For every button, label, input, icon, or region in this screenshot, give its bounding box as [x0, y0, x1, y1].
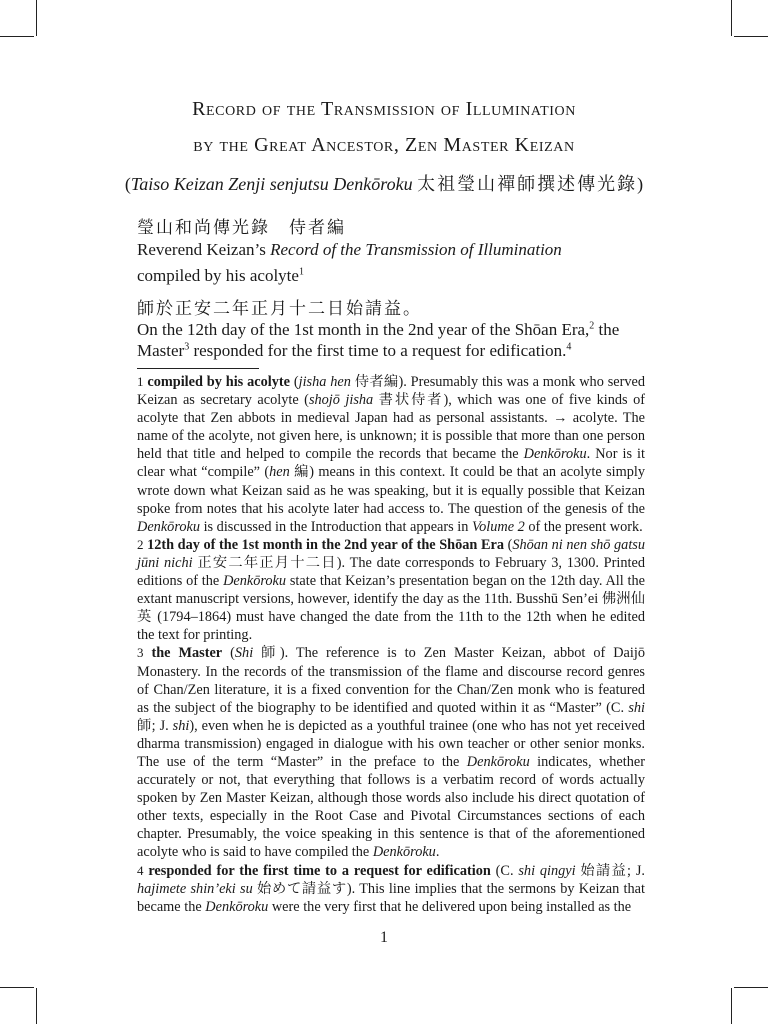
- footnote-rule: [137, 368, 259, 369]
- title-line-2: by the Great Ancestor, Zen Master Keizan: [193, 134, 575, 156]
- translation-line-1: [137, 320, 619, 340]
- heading-cjk: 瑩山和尚傳光錄 侍者編: [137, 218, 346, 237]
- footnote-4-term: responded for the first time to a request for edification: [148, 862, 491, 879]
- footnote-3-text: Denkōroku: [466, 753, 530, 770]
- footnote-1-text: . Nor is it clear what “compile” (: [137, 446, 645, 481]
- footnote-4-text: hajimete shin’eki su: [137, 880, 253, 897]
- footnote-1-text: of the present work.: [524, 518, 643, 535]
- footnote-3-text: Denkōroku: [372, 844, 436, 861]
- footnote-2-number: 2: [137, 536, 144, 552]
- subtitle-open-paren: (: [124, 174, 131, 194]
- footnote-2-text: Denkōroku: [223, 573, 287, 590]
- footnote-1-text: Denkōroku: [137, 518, 200, 535]
- footnote-1-text: Volume 2: [471, 518, 525, 535]
- subtitle-close-paren: ): [637, 174, 644, 194]
- title-line-1: Record of the Transmission of Illumination: [192, 98, 576, 120]
- footnote-1-text: 書状侍者), which was one of five kinds of acolyte that Zen abbots in medieval Japan had as personal assistants. → acolyte. The name of the acolyte, not given here, is unknown; it is possible that more than one person held that title and helped to compile the records that became the: [137, 392, 645, 463]
- line-reverend-italic: Record of the Transmission of Illumination: [270, 240, 562, 259]
- footnote-1-text: shojō jisha: [308, 392, 374, 409]
- crop-mark-bottom-left-h: [0, 987, 34, 988]
- subtitle-cjk: 太祖瑩山禪師撰述傳光錄: [417, 174, 638, 194]
- footnote-4-text: 始めて請益す). This line implies that the sermons by Keizan that became the: [137, 880, 645, 915]
- footnote-1: [137, 373, 645, 536]
- note-ref-1: 1: [298, 266, 304, 278]
- translation-part-4: responded for the first time to a request for edification.: [189, 341, 567, 360]
- footnote-1-term: compiled by his acolyte: [147, 374, 290, 390]
- footnote-2-term: 12th day of the 1st month in the 2nd year of the Shōan Era: [147, 536, 504, 553]
- footnote-1-text: jisha hen: [298, 374, 351, 390]
- footnote-2-text: state that Keizan’s presentation began on the 12th day. All the extant manuscript versions, however, identify the day as the 11th. Busshū Sen’ei 佛洲仙英 (1794–1864) must have changed the date from the 11th to the 12th when he edited the text for printing.: [137, 573, 645, 644]
- footnote-4-text: (C.: [490, 862, 519, 879]
- translation-part-1: On the 12th day of the 1st month in the 2nd year of the Shōan Era,: [137, 320, 590, 339]
- crop-mark-top-right-h: [734, 36, 768, 37]
- footnote-4: [137, 862, 645, 916]
- footnote-3: [137, 644, 645, 861]
- footnote-1-text: is discussed in the Introduction that appears in: [200, 518, 472, 535]
- note-ref-2: 2: [589, 320, 595, 332]
- footnote-2-text: (: [503, 536, 513, 553]
- footnote-3-text: ), even when he is depicted as a youthful trainee (one who has not yet received dharma transmission) engaged in dialogue with his own teacher or other senior monks. The use of the term “Master” in the preface to the: [137, 717, 645, 770]
- footnote-3-text: shi: [172, 717, 190, 734]
- crop-mark-top-left-h: [0, 36, 34, 37]
- crop-mark-top-right-v: [731, 0, 732, 36]
- footnote-3-text: 師). The reference is to Zen Master Keizan, abbot of Daijō Monastery. In the records of the transmission of the flame and discourse record genres of Chan/Zen literature, it is a fixed convention for the Chan/Zen monk who is featured as the subject of the biography to be identified and quoted within it as “Master” (C.: [137, 645, 645, 716]
- crop-mark-bottom-left-v: [36, 988, 37, 1024]
- translation-part-2: the: [594, 320, 620, 339]
- line-reverend-prefix: Reverend Keizan’s: [137, 240, 271, 259]
- footnote-3-term: the Master: [151, 645, 223, 662]
- subtitle-romanized: Taiso Keizan Zenji senjutsu Denkōroku: [130, 174, 413, 194]
- footnote-1-text: hen: [269, 464, 290, 481]
- footnote-3-text: .: [435, 844, 440, 861]
- footnote-1-number: 1: [137, 374, 144, 389]
- footnote-3-text: Shi: [234, 645, 254, 662]
- line-compiled: [137, 266, 304, 286]
- crop-mark-bottom-right-v: [731, 988, 732, 1024]
- footnote-4-text: were the very first that he delivered upon being installed as the: [268, 898, 632, 915]
- footnote-3-text: indicates, whether accurately or not, that everything that follows is a verbatim record of words actually spoken by Zen Master Keizan, although those words also include his direct quotation of other texts, especially in the Root Case and Pivotal Circumstances sections of each chapter. Presumably, the voice speaking in this sentence is that of the aforementioned acolyte who is said to have compiled the: [137, 753, 645, 861]
- footnote-4-text: shi qingyi: [518, 862, 576, 879]
- footnote-3-text: shi: [628, 699, 645, 716]
- crop-mark-top-left-v: [36, 0, 37, 36]
- footnote-1-text: 侍者編). Presumably this was a monk who served Keizan as secretary acolyte (: [137, 374, 646, 409]
- footnote-4-text: Denkōroku: [205, 898, 269, 915]
- line-reverend: [137, 240, 562, 260]
- footnote-3-text: 師; J.: [137, 717, 173, 734]
- line-compiled-text: compiled by his acolyte: [137, 266, 299, 285]
- footnote-3-text: (: [222, 645, 235, 662]
- footnote-4-number: 4: [137, 862, 144, 878]
- page-number: 1: [380, 929, 388, 946]
- footnote-3-number: 3: [137, 645, 144, 661]
- footnote-2-text: Shōan ni nen shō gatsu jūni nichi: [137, 536, 645, 571]
- footnote-2: [137, 536, 645, 645]
- footnote-1-text: (: [289, 374, 299, 390]
- footnotes: [137, 373, 645, 916]
- note-ref-4: 4: [566, 341, 572, 353]
- footnote-1-text: Denkōroku: [523, 446, 587, 463]
- footnote-4-text: 始請益; J.: [575, 862, 645, 879]
- footnote-2-text: 正安二年正月十二日). The date corresponds to February 3, 1300. Printed editions of the: [137, 554, 645, 590]
- translation-line-2: [137, 341, 571, 361]
- subtitle: [0, 170, 768, 196]
- crop-mark-bottom-right-h: [734, 987, 768, 988]
- line-cjk-2: 師於正安二年正月十二日始請益。: [137, 299, 422, 318]
- note-ref-3: 3: [184, 341, 190, 353]
- footnote-1-text: 編) means in this context. It could be that an acolyte simply wrote down what Keizan said as he was speaking, but it is equally possible that Keizan spoke from notes that his acolyte later had access to. The question of the genesis of the: [137, 464, 645, 517]
- translation-part-3: Master: [137, 341, 185, 360]
